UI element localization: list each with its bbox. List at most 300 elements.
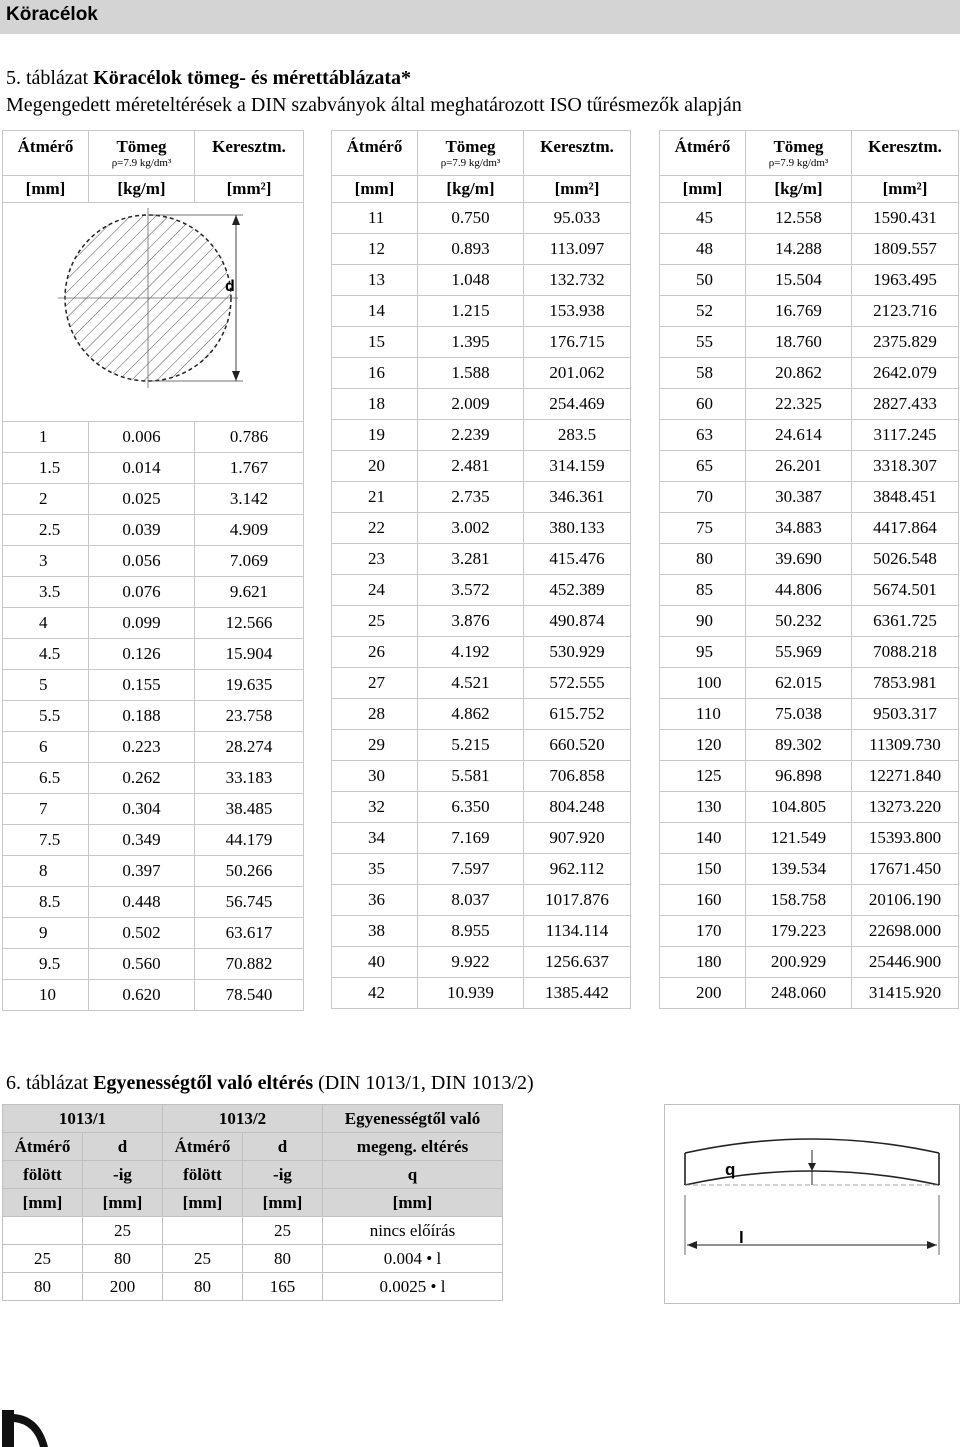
table-row	[332, 203, 631, 234]
cell-section: 3318.307	[852, 451, 959, 482]
cell-section: 962.112	[524, 854, 631, 885]
table-row	[3, 980, 304, 1011]
cell-diameter: 3.5	[3, 577, 89, 608]
cell-diameter: 27	[332, 668, 418, 699]
cell-diameter: 90	[660, 606, 746, 637]
cell-section: 615.752	[524, 699, 631, 730]
cell-section: 176.715	[524, 327, 631, 358]
header-section: Keresztm.	[524, 131, 631, 176]
cell-diameter: 130	[660, 792, 746, 823]
cell-diameter: 60	[660, 389, 746, 420]
table-row	[332, 234, 631, 265]
cell-section: 3.142	[195, 484, 304, 515]
header-straightness-2: megeng. eltérés	[323, 1133, 503, 1161]
cell-section: 50.266	[195, 856, 304, 887]
cell-section: 907.920	[524, 823, 631, 854]
cell-section: 283.5	[524, 420, 631, 451]
cell: 25	[83, 1217, 163, 1245]
table-row	[3, 670, 304, 701]
cell-section: 1385.442	[524, 978, 631, 1009]
cell-section: 15.904	[195, 639, 304, 670]
cell-diameter: 7	[3, 794, 89, 825]
cell: 25	[163, 1245, 243, 1273]
mass-table-col2	[331, 130, 631, 1009]
table-row	[3, 732, 304, 763]
cell-diameter: 6	[3, 732, 89, 763]
cell-mass: 26.201	[746, 451, 852, 482]
cell-diameter: 125	[660, 761, 746, 792]
cell-mass: 15.504	[746, 265, 852, 296]
cell-mass: 1.215	[418, 296, 524, 327]
header-1013-1: 1013/1	[3, 1105, 163, 1133]
table-row	[3, 1245, 503, 1273]
cell-diameter: 150	[660, 854, 746, 885]
cell-diameter: 180	[660, 947, 746, 978]
cell-section: 2642.079	[852, 358, 959, 389]
table-row	[660, 668, 959, 699]
cell-diameter: 100	[660, 668, 746, 699]
table-row	[660, 637, 959, 668]
cell-mass: 0.099	[89, 608, 195, 639]
cell	[163, 1217, 243, 1245]
cell-section: 7.069	[195, 546, 304, 577]
cell-section: 1963.495	[852, 265, 959, 296]
cell: 165	[243, 1273, 323, 1301]
cell-mass: 4.862	[418, 699, 524, 730]
table-row	[332, 823, 631, 854]
cell-section: 25446.900	[852, 947, 959, 978]
header-bar	[0, 0, 960, 34]
cell-mass: 0.155	[89, 670, 195, 701]
cell-mass: 8.037	[418, 885, 524, 916]
cell-section: 5026.548	[852, 544, 959, 575]
cell-diameter: 16	[332, 358, 418, 389]
cell-mass: 0.188	[89, 701, 195, 732]
table-row	[3, 608, 304, 639]
cell-section: 15393.800	[852, 823, 959, 854]
table-row	[660, 885, 959, 916]
cell-section: 17671.450	[852, 854, 959, 885]
page-title: Köracélok	[6, 4, 98, 25]
cell-diameter: 9.5	[3, 949, 89, 980]
mass-table-col1	[2, 130, 304, 1011]
header-d: d	[243, 1133, 323, 1161]
cell-section: 4417.864	[852, 513, 959, 544]
cell-mass: 3.281	[418, 544, 524, 575]
table-row	[332, 854, 631, 885]
cell-mass: 200.929	[746, 947, 852, 978]
cell-diameter: 2.5	[3, 515, 89, 546]
cell-mass: 5.215	[418, 730, 524, 761]
table-row	[332, 420, 631, 451]
table-row	[3, 701, 304, 732]
cell-diameter: 160	[660, 885, 746, 916]
table-row	[332, 792, 631, 823]
header-above: fölött	[3, 1161, 83, 1189]
header-diameter: Átmérő	[163, 1133, 243, 1161]
cell-mass: 0.006	[89, 422, 195, 453]
table-row	[332, 606, 631, 637]
cell-diameter: 22	[332, 513, 418, 544]
cell-mass: 0.304	[89, 794, 195, 825]
mass-table-col3	[659, 130, 959, 1009]
table-row	[660, 327, 959, 358]
cell-section: 95.033	[524, 203, 631, 234]
cell: 200	[83, 1273, 163, 1301]
cell-diameter: 2	[3, 484, 89, 515]
unit-mm2: [mm²]	[852, 176, 959, 203]
diameter-label: d	[225, 278, 235, 295]
cell-mass: 89.302	[746, 730, 852, 761]
cell: 80	[83, 1245, 163, 1273]
table-row	[660, 575, 959, 606]
table-caption-5	[6, 67, 411, 90]
cell-mass: 6.350	[418, 792, 524, 823]
table-row	[332, 265, 631, 296]
table-caption-5-subtitle: Megengedett méreteltérések a DIN szabványok által meghatározott ISO tűrésmezők alapján	[6, 94, 742, 116]
table-row	[332, 575, 631, 606]
cell-mass: 3.002	[418, 513, 524, 544]
cell-mass: 30.387	[746, 482, 852, 513]
cell-mass: 0.750	[418, 203, 524, 234]
table-row	[660, 234, 959, 265]
cell-diameter: 1	[3, 422, 89, 453]
cell-diameter: 29	[332, 730, 418, 761]
table-row	[3, 453, 304, 484]
cell-section: 12271.840	[852, 761, 959, 792]
cell-diameter: 4	[3, 608, 89, 639]
cell-section: 31415.920	[852, 978, 959, 1009]
table-row	[660, 699, 959, 730]
cell-mass: 104.805	[746, 792, 852, 823]
table-row	[3, 794, 304, 825]
cell-mass: 158.758	[746, 885, 852, 916]
table-row	[332, 358, 631, 389]
cell	[3, 1217, 83, 1245]
cell-section: 70.882	[195, 949, 304, 980]
cell-mass: 139.534	[746, 854, 852, 885]
cell-section: 490.874	[524, 606, 631, 637]
table-row	[332, 451, 631, 482]
cell-section: 28.274	[195, 732, 304, 763]
header-straightness-1: Egyenességtől való	[323, 1105, 503, 1133]
cell-mass: 3.572	[418, 575, 524, 606]
table-row	[332, 699, 631, 730]
cell-diameter: 19	[332, 420, 418, 451]
cell-section: 706.858	[524, 761, 631, 792]
cell-diameter: 23	[332, 544, 418, 575]
unit-mm: [mm]	[83, 1189, 163, 1217]
cell-mass: 39.690	[746, 544, 852, 575]
cell-mass: 10.939	[418, 978, 524, 1009]
cell-mass: 3.876	[418, 606, 524, 637]
cell: 25	[3, 1245, 83, 1273]
unit-mm: [mm]	[323, 1189, 503, 1217]
cell-section: 1134.114	[524, 916, 631, 947]
round-bar-diagram	[3, 203, 304, 422]
table-row	[660, 792, 959, 823]
table-row	[332, 513, 631, 544]
cell-section: 1.767	[195, 453, 304, 484]
cell-diameter: 70	[660, 482, 746, 513]
cell-section: 11309.730	[852, 730, 959, 761]
cell-diameter: 11	[332, 203, 418, 234]
cell-diameter: 200	[660, 978, 746, 1009]
cell-diameter: 52	[660, 296, 746, 327]
cell-diameter: 80	[660, 544, 746, 575]
caption-bold: Köracélok tömeg- és mérettáblázata*	[93, 67, 412, 89]
table-row	[660, 296, 959, 327]
cell-diameter: 36	[332, 885, 418, 916]
cell-mass: 34.883	[746, 513, 852, 544]
cell-mass: 20.862	[746, 358, 852, 389]
cell-diameter: 7.5	[3, 825, 89, 856]
cell-section: 13273.220	[852, 792, 959, 823]
table-row	[3, 577, 304, 608]
header-diameter: Átmérő	[660, 131, 746, 176]
table-row	[3, 949, 304, 980]
cell-mass: 5.581	[418, 761, 524, 792]
cell-mass: 55.969	[746, 637, 852, 668]
table-row	[332, 916, 631, 947]
cell: nincs előírás	[323, 1217, 503, 1245]
header-d: d	[83, 1133, 163, 1161]
cell-diameter: 15	[332, 327, 418, 358]
cell-diameter: 45	[660, 203, 746, 234]
cell-diameter: 25	[332, 606, 418, 637]
cell-section: 1256.637	[524, 947, 631, 978]
table-row	[3, 422, 304, 453]
caption-prefix: 5. táblázat	[6, 67, 94, 89]
cell-section: 346.361	[524, 482, 631, 513]
cell-mass: 121.549	[746, 823, 852, 854]
cell-diameter: 48	[660, 234, 746, 265]
table-row	[3, 856, 304, 887]
cell-mass: 0.502	[89, 918, 195, 949]
cell-mass: 0.056	[89, 546, 195, 577]
cell-diameter: 63	[660, 420, 746, 451]
table-row	[332, 668, 631, 699]
cell-section: 44.179	[195, 825, 304, 856]
header-diameter: Átmérő	[332, 131, 418, 176]
table-row	[660, 544, 959, 575]
cell-mass: 8.955	[418, 916, 524, 947]
header-section: Keresztm.	[852, 131, 959, 176]
cell-mass: 22.325	[746, 389, 852, 420]
straightness-diagram	[664, 1104, 960, 1304]
cell-diameter: 4.5	[3, 639, 89, 670]
cell-diameter: 24	[332, 575, 418, 606]
cell-mass: 4.192	[418, 637, 524, 668]
cell-section: 33.183	[195, 763, 304, 794]
header-1013-2: 1013/2	[163, 1105, 323, 1133]
cell-section: 132.732	[524, 265, 631, 296]
cell: 0.004 • l	[323, 1245, 503, 1273]
table-row	[3, 484, 304, 515]
cell-diameter: 55	[660, 327, 746, 358]
table-row	[660, 451, 959, 482]
unit-mm: [mm]	[3, 1189, 83, 1217]
caption-prefix: 6. táblázat	[6, 1072, 94, 1094]
unit-mm: [mm]	[3, 176, 89, 203]
caption-bold: Egyenességtől való eltérés	[93, 1072, 314, 1094]
header-to: -ig	[243, 1161, 323, 1189]
table-row	[332, 885, 631, 916]
cell-diameter: 35	[332, 854, 418, 885]
cell-section: 12.566	[195, 608, 304, 639]
q-label: q	[725, 1160, 736, 1179]
header-diameter: Átmérő	[3, 131, 89, 176]
cell-mass: 0.560	[89, 949, 195, 980]
cell: 0.0025 • l	[323, 1273, 503, 1301]
cell-mass: 248.060	[746, 978, 852, 1009]
cell-diameter: 9	[3, 918, 89, 949]
header-diameter: Átmérő	[3, 1133, 83, 1161]
cell-mass: 0.039	[89, 515, 195, 546]
cell-section: 1017.876	[524, 885, 631, 916]
cell-mass: 0.262	[89, 763, 195, 794]
cell-section: 3848.451	[852, 482, 959, 513]
cell-diameter: 170	[660, 916, 746, 947]
header-to: -ig	[83, 1161, 163, 1189]
cell-mass: 0.126	[89, 639, 195, 670]
cell-section: 4.909	[195, 515, 304, 546]
cell-diameter: 42	[332, 978, 418, 1009]
table-row	[660, 203, 959, 234]
cell-diameter: 10	[3, 980, 89, 1011]
cell-mass: 179.223	[746, 916, 852, 947]
cell-section: 2375.829	[852, 327, 959, 358]
table-row	[660, 606, 959, 637]
cell-section: 1809.557	[852, 234, 959, 265]
cell-section: 452.389	[524, 575, 631, 606]
cell-section: 3117.245	[852, 420, 959, 451]
cell-section: 23.758	[195, 701, 304, 732]
cell-section: 63.617	[195, 918, 304, 949]
cell-mass: 44.806	[746, 575, 852, 606]
header-mass: Tömeg ρ=7.9 kg/dm³	[746, 131, 852, 176]
cell-section: 5674.501	[852, 575, 959, 606]
cell-section: 314.159	[524, 451, 631, 482]
cell-mass: 0.076	[89, 577, 195, 608]
caption-suffix: (DIN 1013/1, DIN 1013/2)	[313, 1072, 534, 1094]
cell-diameter: 32	[332, 792, 418, 823]
cell-diameter: 20	[332, 451, 418, 482]
table-row	[660, 420, 959, 451]
cell: 80	[3, 1273, 83, 1301]
cell-diameter: 75	[660, 513, 746, 544]
table-row	[332, 327, 631, 358]
cell-diameter: 14	[332, 296, 418, 327]
cell-mass: 16.769	[746, 296, 852, 327]
cell-diameter: 58	[660, 358, 746, 389]
cell-diameter: 13	[332, 265, 418, 296]
unit-mm2: [mm²]	[195, 176, 304, 203]
cell-mass: 0.397	[89, 856, 195, 887]
cell-mass: 62.015	[746, 668, 852, 699]
cell-section: 530.929	[524, 637, 631, 668]
circle-cross-section-icon	[3, 203, 303, 421]
cell-section: 7088.218	[852, 637, 959, 668]
table-row	[332, 296, 631, 327]
cell-diameter: 5.5	[3, 701, 89, 732]
cell-diameter: 110	[660, 699, 746, 730]
unit-mm: [mm]	[660, 176, 746, 203]
header-section: Keresztm.	[195, 131, 304, 176]
cell-diameter: 3	[3, 546, 89, 577]
table-row	[3, 825, 304, 856]
table-row	[660, 513, 959, 544]
table-row	[660, 854, 959, 885]
header-above: fölött	[163, 1161, 243, 1189]
table-row	[332, 482, 631, 513]
cell-diameter: 6.5	[3, 763, 89, 794]
table-row	[332, 978, 631, 1009]
cell-diameter: 30	[332, 761, 418, 792]
cell-section: 201.062	[524, 358, 631, 389]
cell-section: 20106.190	[852, 885, 959, 916]
table-row	[660, 358, 959, 389]
cell-mass: 2.239	[418, 420, 524, 451]
table-row	[660, 730, 959, 761]
table-row	[332, 637, 631, 668]
table-row	[332, 730, 631, 761]
table-row	[660, 761, 959, 792]
cell-mass: 0.349	[89, 825, 195, 856]
cell-section: 380.133	[524, 513, 631, 544]
cell-diameter: 8	[3, 856, 89, 887]
cell-section: 572.555	[524, 668, 631, 699]
cell-section: 660.520	[524, 730, 631, 761]
cell-mass: 0.620	[89, 980, 195, 1011]
cell-mass: 9.922	[418, 947, 524, 978]
straightness-table	[2, 1104, 503, 1301]
cell-mass: 2.009	[418, 389, 524, 420]
cell-diameter: 28	[332, 699, 418, 730]
cell-section: 1590.431	[852, 203, 959, 234]
cell-section: 113.097	[524, 234, 631, 265]
cell-section: 7853.981	[852, 668, 959, 699]
table-row	[3, 1217, 503, 1245]
cell-mass: 24.614	[746, 420, 852, 451]
table-row	[3, 887, 304, 918]
cell-section: 0.786	[195, 422, 304, 453]
cell-mass: 7.597	[418, 854, 524, 885]
cell-section: 38.485	[195, 794, 304, 825]
cell-section: 78.540	[195, 980, 304, 1011]
table-row	[332, 761, 631, 792]
table-row	[660, 482, 959, 513]
table-row	[3, 918, 304, 949]
cell-diameter: 38	[332, 916, 418, 947]
table-caption-6	[6, 1072, 534, 1095]
cell-section: 9503.317	[852, 699, 959, 730]
cell-mass: 0.893	[418, 234, 524, 265]
table-row	[660, 823, 959, 854]
page-corner-mark-icon	[0, 1410, 60, 1447]
cell-diameter: 34	[332, 823, 418, 854]
cell: 80	[243, 1245, 323, 1273]
table-row	[660, 978, 959, 1009]
cell-mass: 96.898	[746, 761, 852, 792]
cell-mass: 7.169	[418, 823, 524, 854]
table-row	[3, 1273, 503, 1301]
cell-diameter: 50	[660, 265, 746, 296]
table-row	[3, 546, 304, 577]
unit-mm: [mm]	[332, 176, 418, 203]
cell-section: 6361.725	[852, 606, 959, 637]
cell-diameter: 26	[332, 637, 418, 668]
